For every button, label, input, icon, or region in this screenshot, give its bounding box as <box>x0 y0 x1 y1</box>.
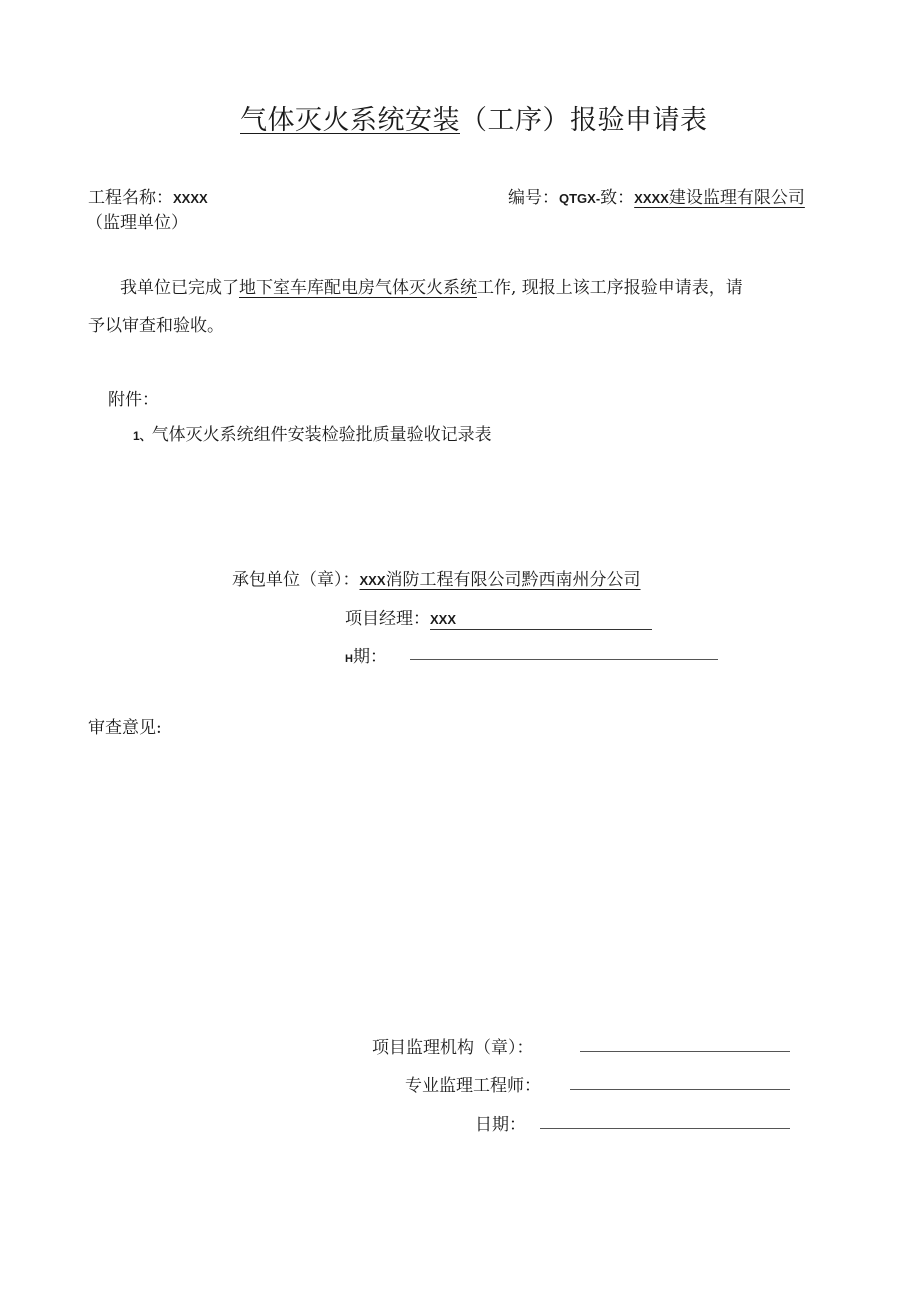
supervision-agency-line[interactable] <box>580 1051 790 1052</box>
supervision-engineer-label: 专业监理工程师： <box>405 1076 541 1096</box>
number-row <box>508 183 805 208</box>
contractor-unit-name: 消防工程有限公司黔西南州分公司 <box>385 570 641 590</box>
attachment-item-text: 气体灭火系统组件安装检验批质量验收记录表 <box>151 425 492 445</box>
attachment-item <box>133 420 492 445</box>
body-work-name: 地下室车库配电房气体灭火系统 <box>239 278 477 298</box>
supervision-engineer-line[interactable] <box>570 1089 790 1090</box>
project-manager-row <box>345 604 652 630</box>
number-label: 编号： <box>508 188 559 208</box>
attachments-label: 附件： <box>108 390 159 410</box>
to-label: 致： <box>600 188 635 208</box>
contractor-date-label-prefix: H <box>345 653 353 665</box>
to-value-code: XXXX <box>634 191 669 206</box>
number-value: QTGX- <box>559 191 601 206</box>
contractor-unit-prefix: XXX <box>359 573 386 588</box>
attachment-item-number: 1、 <box>133 429 152 443</box>
review-label: 审查意见: <box>88 718 162 738</box>
supervision-agency-label: 项目监理机构（章）： <box>372 1038 534 1058</box>
body-line-2: 予以审查和验收。 <box>88 316 224 336</box>
contractor-date-line[interactable] <box>410 659 718 660</box>
project-name-value: XXXX <box>173 191 208 206</box>
page-title <box>240 98 708 137</box>
contractor-unit-row <box>232 565 641 590</box>
title-rest: （工序）报验申请表 <box>460 105 708 136</box>
body-prefix: 我单位已完成了 <box>120 278 239 298</box>
project-manager-label: 项目经理： <box>345 609 430 629</box>
title-underlined-part: 气体灭火系统安装 <box>240 105 460 136</box>
project-name-label: 工程名称： <box>88 188 173 208</box>
contractor-date-row <box>345 642 387 667</box>
supervision-date-label: 日期： <box>475 1115 526 1135</box>
body-suffix: 工作, 现报上该工序报验申请表，请 <box>477 278 743 298</box>
contractor-unit-value <box>360 570 641 590</box>
to-company: 建设监理有限公司 <box>668 188 805 208</box>
supervision-date-line[interactable] <box>540 1128 790 1129</box>
contractor-date-label: 期： <box>352 647 387 667</box>
supervisor-unit-note: （监理单位） <box>86 213 188 233</box>
project-manager-signature-line[interactable] <box>430 609 652 630</box>
to-value <box>634 188 805 208</box>
contractor-unit-label: 承包单位（章）： <box>232 570 360 590</box>
project-name-row <box>88 183 208 208</box>
project-manager-value: XXX <box>430 612 457 627</box>
body-line-1 <box>120 273 743 298</box>
